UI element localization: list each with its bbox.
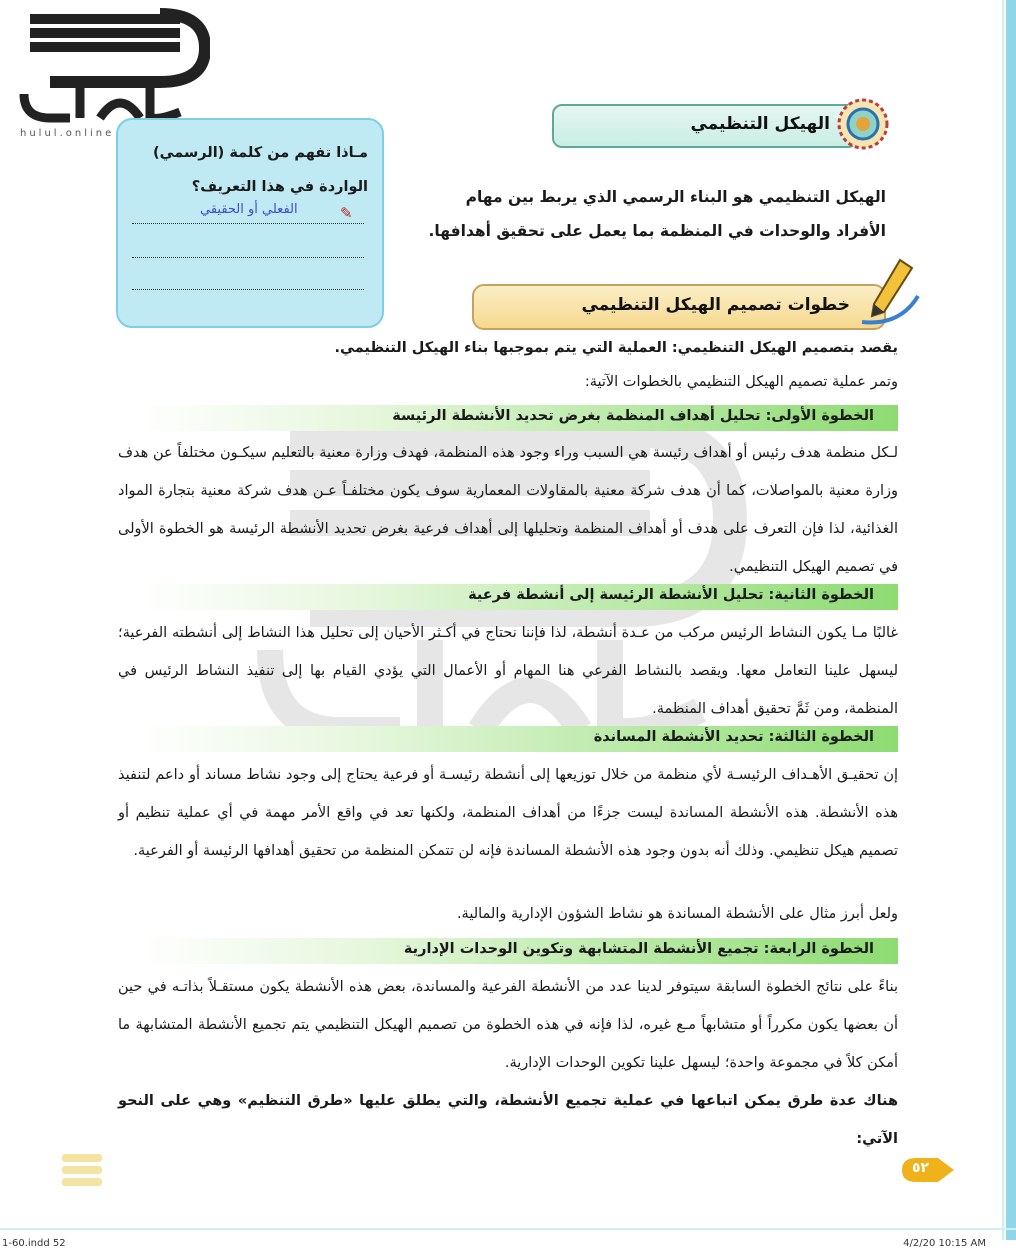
rosette-icon <box>835 96 891 152</box>
answer-line <box>132 256 364 258</box>
logo-english: hulul.online <box>20 128 115 139</box>
answer-line <box>132 288 364 290</box>
steps-title-box <box>472 284 886 330</box>
pencil-icon <box>860 256 920 326</box>
pen-icon: ✎ <box>340 204 353 222</box>
step3-heading-bar <box>138 726 898 752</box>
step2-heading: الخطوة الثانية: تحليل الأنشطة الرئيسة إلى أنشطة فرعية <box>468 587 874 603</box>
title-box <box>552 104 858 148</box>
step1-body: لـكل منظمة هدف رئيس أو أهداف رئيسة هي السبب وراء وجود هذه المنظمة، فهدف وزارة معنية بالتعليم سيكـون مختلفاً عن هدف وزارة معنية بالمواصلات، كما أن هدف شركة معنية بالمقاولات المعمارية سوف يكون مختلفـاً عـن هدف شركة معنية بتجارة المواد الغذائية، لذا فإن التعرف على هدف أو أهداف المنظمة وتحليلها إلى أهداف فرعية بغرض تحديد الأنشطة الرئيسة هو الخطوة الأولى في تصميم الهيكل التنظيمي. <box>118 445 898 575</box>
hulul-logo <box>10 8 210 128</box>
step3-body: إن تحقيـق الأهـداف الرئيسـة لأي منظمة من خلال توزيعها إلى أنشطة رئيسـة أو فرعية يحتاج إلى وجود نشاط مساند أو داعم لتنفيذ هذه الأنشطة. هذه الأنشطة المساندة ليست جزءًا من أهداف المنظمة، ولكنها تعد في واقع الأمر مهمة في أي عملية تنظيم أو تصميم هيكل تنظيمي. وذلك أنه بدون وجود هذه الأنشطة المساندة فإنه لن تتمكن المنظمة من تحقيق أهدافها الرئيسة أو الفرعية. <box>118 767 898 859</box>
step1-heading: الخطوة الأولى: تحليل أهداف المنظمة بغرض تحديد الأنشطة الرئيسة <box>392 408 874 424</box>
page-number-wrap <box>898 1154 956 1186</box>
answer-line <box>132 222 364 224</box>
footer-file: 1-60.indd 52 <box>2 1238 66 1249</box>
page-number: ٥٢ <box>912 1160 930 1176</box>
step3-extra: ولعل أبرز مثال على الأنشطة المساندة هو نشاط الشؤون الإدارية والمالية. <box>456 906 898 922</box>
question-answer: الفعلي أو الحقيقي <box>200 202 298 217</box>
intro-steps: وتمر عملية تصميم الهيكل التنظيمي بالخطوات الآتية: <box>584 374 898 390</box>
step4-heading-bar <box>138 938 898 964</box>
step1-heading-bar <box>138 405 898 431</box>
step3-heading: الخطوة الثالثة: تحديد الأنشطة المساندة <box>593 729 874 745</box>
bottom-rule <box>0 1228 1016 1230</box>
page-title: الهيكل التنظيمي <box>690 114 830 134</box>
step4-heading: الخطوة الرابعة: تجميع الأنشطة المتشابهة وتكوين الوحدات الإدارية <box>403 941 874 957</box>
step4-body: بناءً على نتائج الخطوة السابقة سيتوفر لدينا عدد من الأنشطة الفرعية والمساندة، بعض هذه الأنشطة يكون مستقـلاً بذاتـه في حين أن بعضها يكون مكرراً أو متشابهاً مـع غيره، لذا فإنه في هذه الخطوة من تصميم الهيكل التنظيمي يتم تجميع الأنشطة المتشابهة ما أمكن كلاً في مجموعة واحدة؛ ليسهل علينا تكوين الوحدات الإدارية. <box>118 979 898 1071</box>
definition-text: الهيكل التنظيمي هو البناء الرسمي الذي يربط بين مهام الأفراد والوحدات في المنظمة بما يعمل على تحقيق أهدافها. <box>428 188 886 240</box>
steps-title: خطوات تصميم الهيكل التنظيمي <box>581 295 850 315</box>
footer-date: 4/2/20 10:15 AM <box>903 1238 986 1249</box>
hulul-mini-logo-icon <box>58 1150 106 1192</box>
step2-heading-bar <box>138 584 898 610</box>
page-frame-right-inner <box>1002 0 1004 1240</box>
step4-closing: هناك عدة طرق يمكن اتباعها في عملية تجميع الأنشطة، والتي يطلق عليها «طرق التنظيم» وهي على النحو الآتي: <box>118 1093 898 1147</box>
step2-body: غالبًا مـا يكون النشاط الرئيس مركب من عـدة أنشطة، لذا فإننا نحتاج في أكـثر الأحيان إلى تحليل هذا النشاط إلى أنشطته الفرعية؛ ليسهل علينا التعامل معها. ويقصد بالنشاط الفرعي هنا المهام أو الأعمال التي يؤدي القيام بها إلى تنفيذ النشاط الرئيس في المنظمة، ومن ثَمَّ تحقيق أهداف المنظمة. <box>118 625 898 717</box>
question-text: مـاذا تفهم من كلمة (الرسمي) الواردة في هذا التعريف؟ <box>152 145 368 195</box>
page-frame-right <box>1006 0 1016 1240</box>
intro-definition: يقصد بتصميم الهيكل التنظيمي: العملية التي يتم بموجبها بناء الهيكل التنظيمي. <box>334 340 898 356</box>
